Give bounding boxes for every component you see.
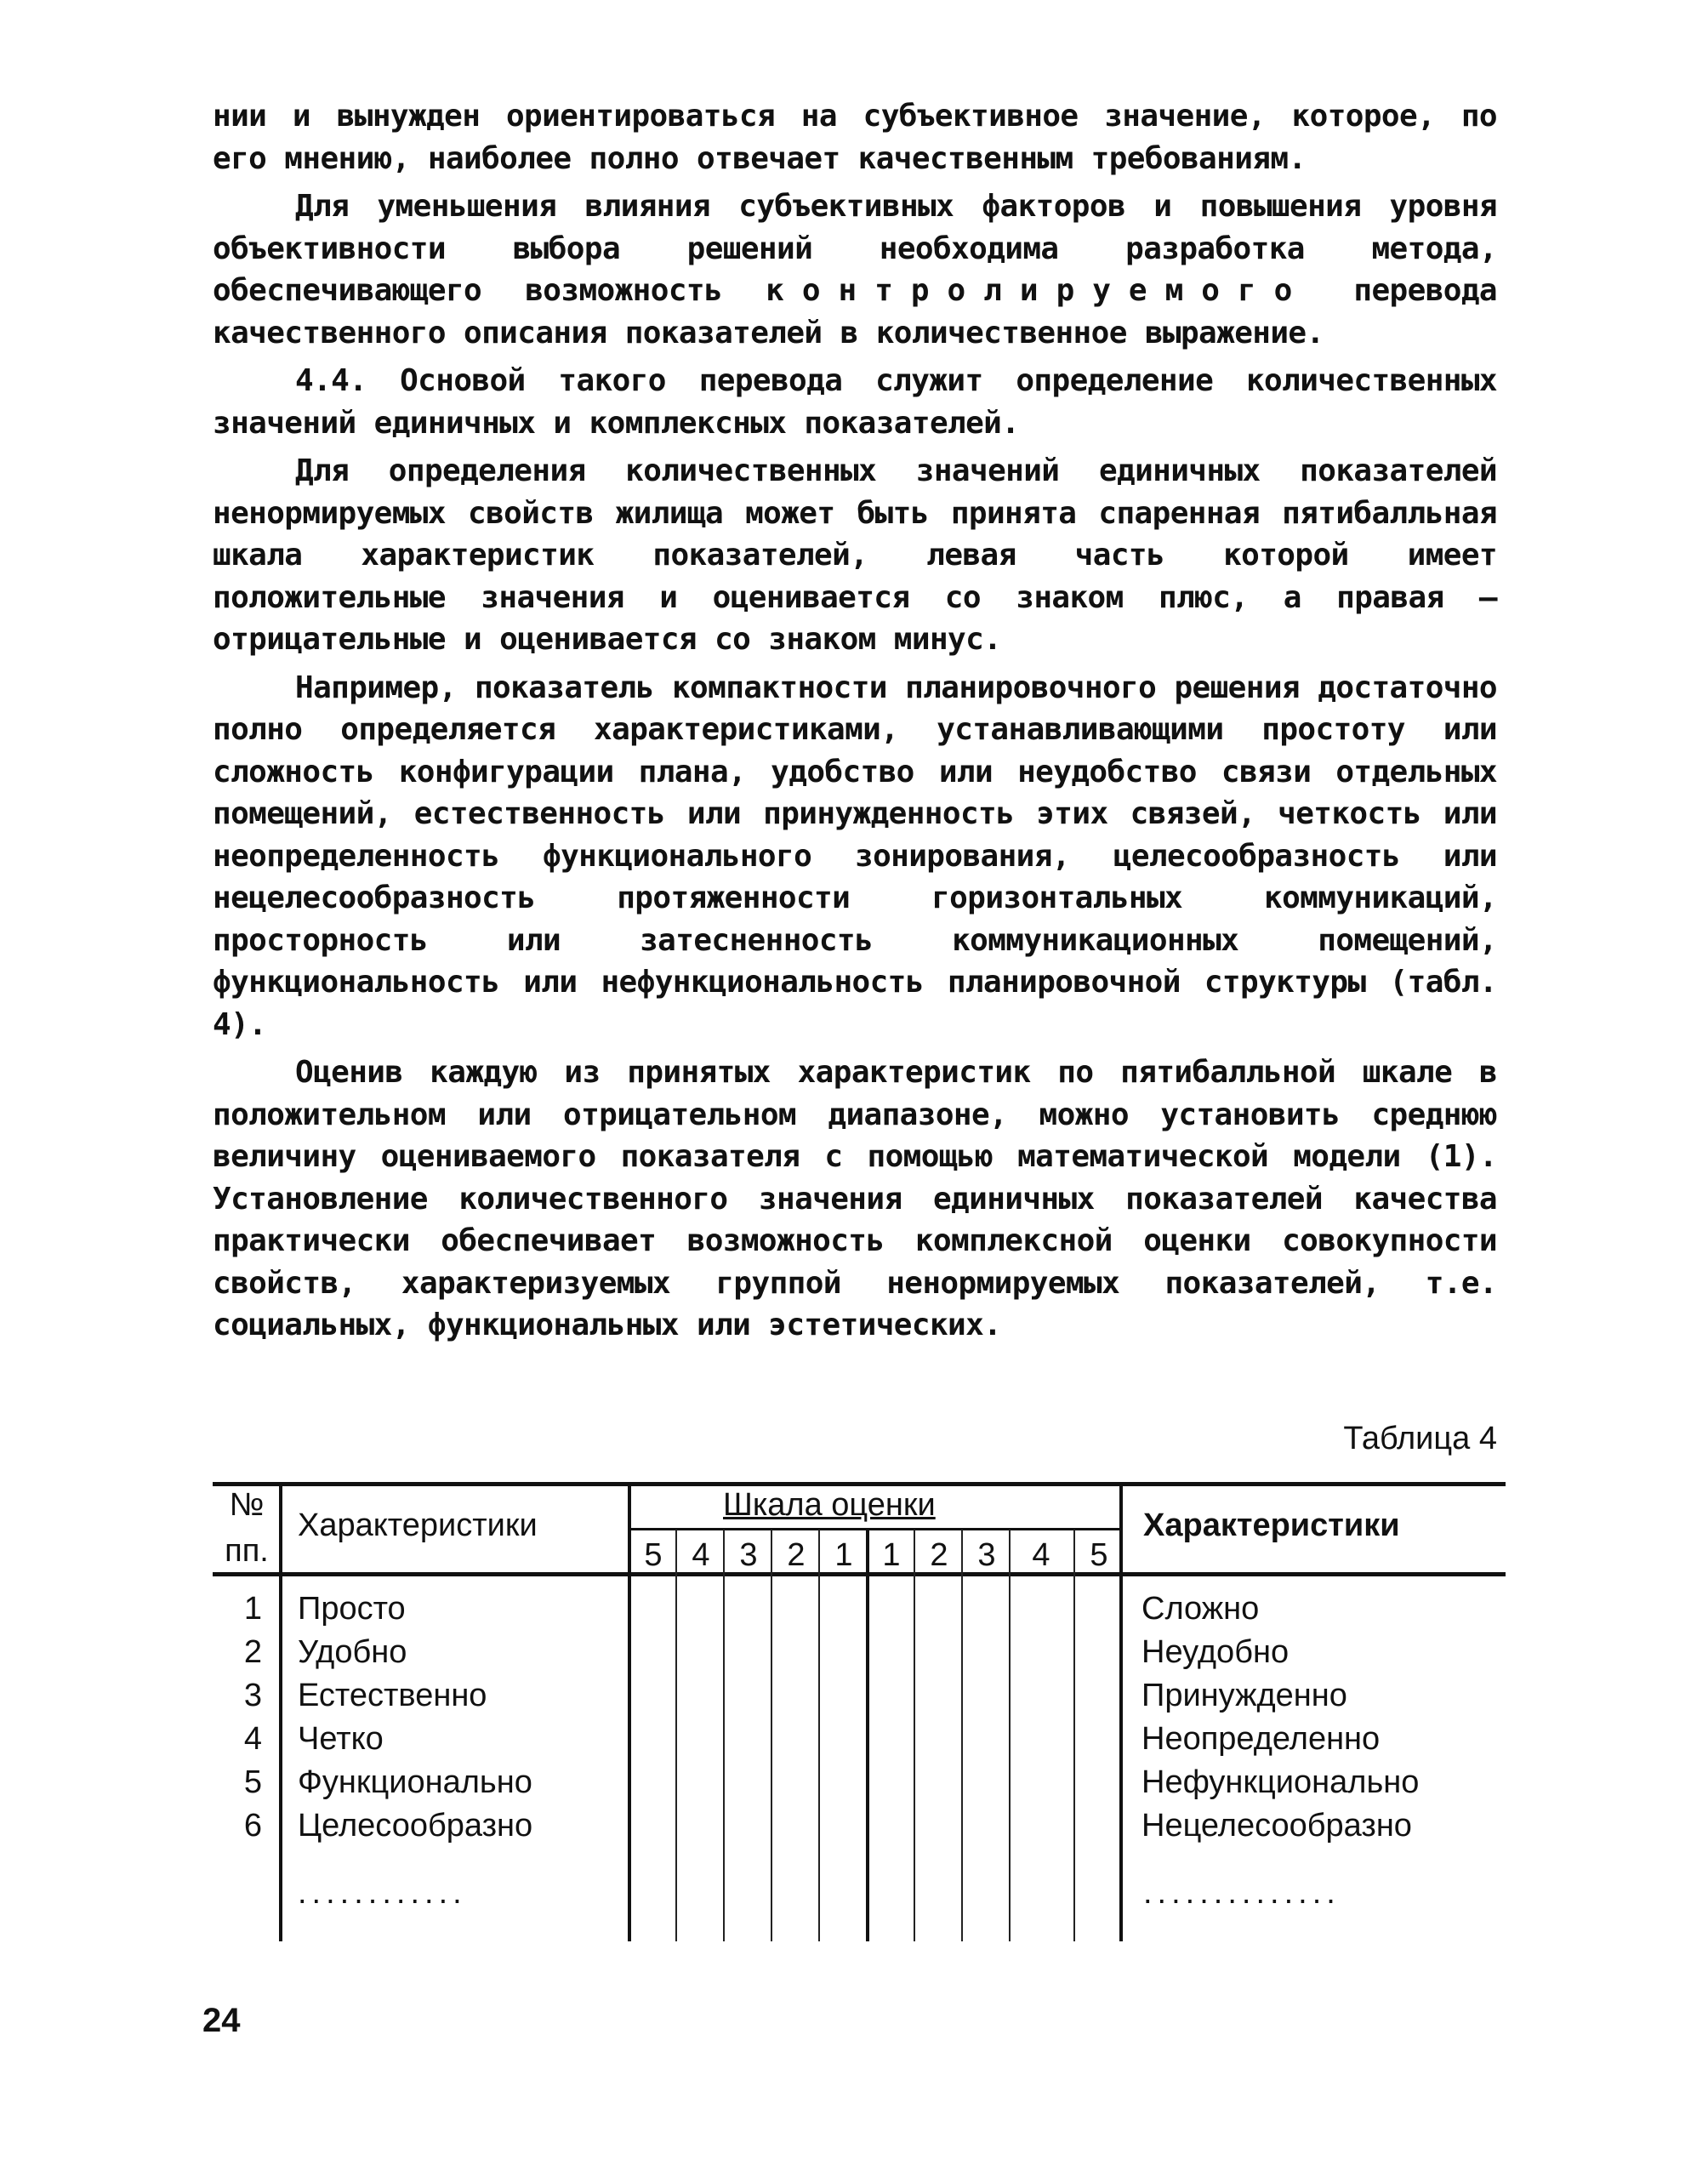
- scale-number: 5: [1090, 1537, 1108, 1573]
- row-number: 2: [243, 1634, 262, 1670]
- table-caption: Таблица 4: [1343, 1421, 1497, 1456]
- spaced-word: контролируемого: [766, 273, 1311, 308]
- row-left-label: Целесообразно: [298, 1808, 533, 1844]
- row-right-label: Принужденно: [1142, 1678, 1347, 1713]
- row-number: 3: [243, 1678, 262, 1713]
- scale-number: 4: [1032, 1537, 1050, 1573]
- table-row: [213, 1678, 1506, 1720]
- table-row: [213, 1591, 1506, 1633]
- page-number: 24: [202, 2002, 241, 2039]
- table-row: [213, 1764, 1506, 1807]
- row-right-label: Нефункционально: [1142, 1764, 1420, 1800]
- table-row: [213, 1808, 1506, 1850]
- scale-divider-rule: [629, 1528, 1119, 1530]
- row-left-label: Удобно: [298, 1634, 407, 1670]
- scale-number: 3: [977, 1537, 996, 1573]
- paragraph-4: Для определения количественных значений единичных показателей ненормируемых свойств жилища может быть принята спаренная пятибалльная шкала характеристик показателей, левая часть которой имеет положительные значения и оценивается со знаком плюс, а правая – отрицательные и оценивается со знаком минус.: [213, 453, 1497, 657]
- paragraph-2: [213, 185, 1497, 354]
- scale-number: 1: [882, 1537, 901, 1573]
- paragraph-1: нии и вынужден ориентироваться на субъективное значение, которое, по его мнению, наиболее полно отвечает качественным требованиям.: [213, 99, 1497, 176]
- paragraph-5: Например, показатель компактности планировочного решения достаточно полно определяется характеристиками, устанавливающими простоту или сложность конфигурации плана, удобство или неудобство связи отдельных помещений, естественность или принужденность этих связей, четкость или неопределенность функционального зонирования, целесообразность или нецелесообразность протяженности горизонтальных коммуникаций, просторность или затесненность коммуникационных помещений, функциональность или нефункциональность планировочной структуры (табл. 4).: [213, 670, 1497, 1042]
- rating-table: [213, 1482, 1506, 1941]
- table-row: [213, 1721, 1506, 1764]
- row-right-label: Сложно: [1142, 1591, 1260, 1627]
- table-row: [213, 1634, 1506, 1677]
- scale-number: 3: [739, 1537, 758, 1573]
- row-left-label: Функционально: [298, 1764, 532, 1800]
- scale-number: 2: [930, 1537, 948, 1573]
- row-right-label: Неопределенно: [1142, 1721, 1381, 1757]
- row-number: 5: [243, 1764, 262, 1800]
- row-number: 6: [243, 1808, 262, 1844]
- row-left-label: Четко: [298, 1721, 384, 1757]
- header-no: №: [229, 1487, 265, 1523]
- paragraph-3: 4.4. Основой такого перевода служит определение количественных значений единичных и комплексных показателей.: [213, 363, 1497, 441]
- ellipsis-left: ............: [298, 1875, 467, 1911]
- scale-number: 5: [644, 1537, 663, 1573]
- row-right-label: Неудобно: [1142, 1634, 1290, 1670]
- scale-number: 4: [692, 1537, 710, 1573]
- scale-number: 2: [787, 1537, 806, 1573]
- header-scale: Шкала оценки: [723, 1487, 936, 1523]
- scale-number: 1: [834, 1537, 853, 1573]
- ellipsis-right: ..............: [1143, 1875, 1341, 1911]
- header-left: Характеристики: [298, 1507, 538, 1543]
- paragraph-6: Оценив каждую из принятых характеристик по пятибалльной шкале в положительном или отрицательном диапазоне, можно установить среднюю величину оцениваемого показателя с помощью математической модели (1). Установление количественного значения единичных показателей качества практически обеспечивает возможность комплексной оценки совокупности свойств, характеризуемых группой ненормируемых показателей, т.е. социальных, функциональных или эстетических.: [213, 1055, 1497, 1342]
- paragraph-2-end: перевода качественного описания показателей в количественное выражение.: [213, 273, 1497, 351]
- body-text: [213, 95, 1497, 1353]
- row-left-label: Просто: [298, 1591, 406, 1627]
- row-number: 1: [243, 1591, 262, 1627]
- row-right-label: Нецелесообразно: [1142, 1808, 1412, 1844]
- header-no2: пп.: [225, 1533, 269, 1569]
- row-number: 4: [243, 1721, 262, 1757]
- table-top-rule: [213, 1482, 1506, 1486]
- row-left-label: Естественно: [298, 1678, 487, 1713]
- header-right: Характеристики: [1143, 1507, 1400, 1543]
- paragraph-2-start: Для уменьшения влияния субъективных факторов и повышения уровня объективности выбора решений необходима разработка метода, обеспечивающего возможность: [213, 189, 1497, 308]
